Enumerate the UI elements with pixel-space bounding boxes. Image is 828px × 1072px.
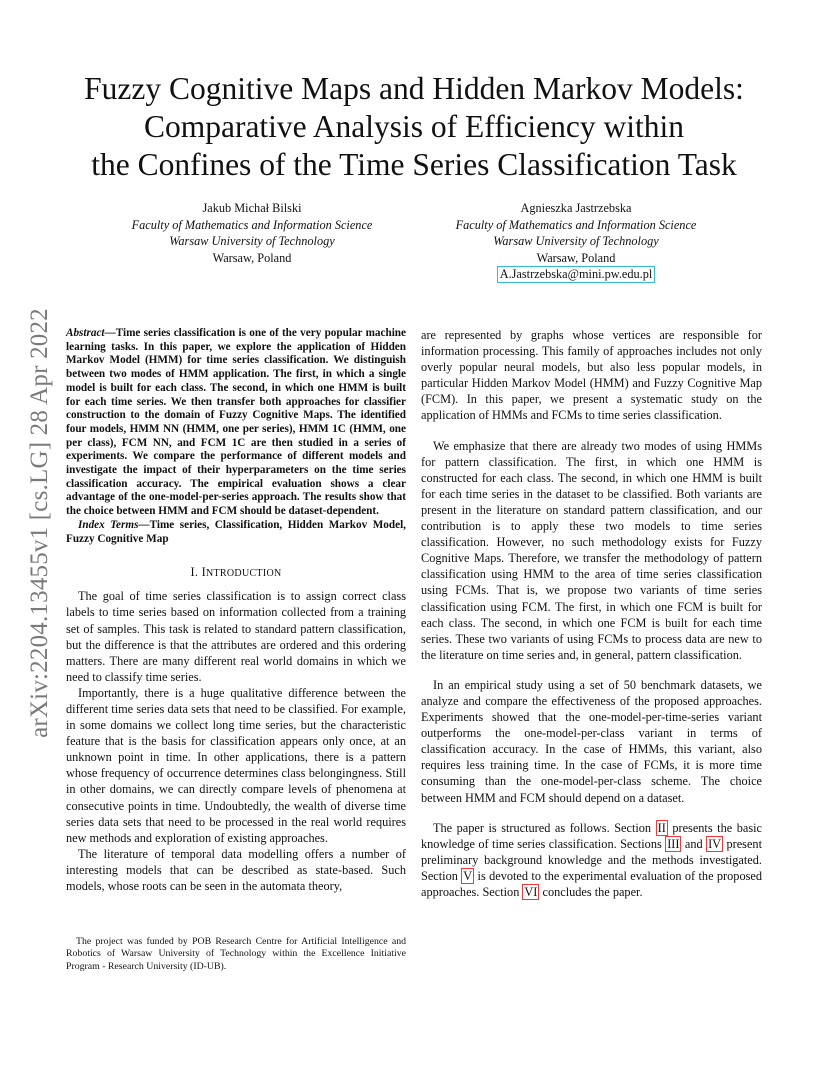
right-column bbox=[421, 327, 762, 914]
author-city: Warsaw, Poland bbox=[536, 250, 616, 265]
right-paragraph-3: In an empirical study using a set of 50 benchmark datasets, we analyze and compare the effectiveness of the proposed approaches. Experiments showed that the one-model-per-time-series variant outperforms the one-model-per-class variant in terms of classification accuracy. In the case of HMMs, this variant, also requires less training time. In the case of FCMs, it is more time consuming than the one-model-per-class scheme. The choice between HMM and FCM should depend on a dataset. bbox=[421, 677, 762, 805]
author-university: Warsaw University of Technology bbox=[169, 234, 335, 248]
arxiv-identifier bbox=[22, 288, 58, 758]
abstract-label: Abstract bbox=[66, 327, 105, 339]
structure-text-6: concludes the paper. bbox=[539, 885, 643, 899]
abstract-text: —Time series classification is one of the very popular machine learning tasks. In this paper, we explore the application of Hidden Markov Model (HMM) for time series classification. We distinguish between two modes of HMM application. The first, in which a single model is built for each class. The second, in which one HMM is built for each time series. We then transfer both approaches for classifier construction to the domain of Fuzzy Cognitive Maps. The identified four models, HMM NN (HMM, one per series), HMM 1C (HMM, one per class), FCM NN, and FCM 1C are then studied in a series of experiments. We compare the performance of different models and investigate the impact of their hyperparameters on the time series classification accuracy. The empirical evaluation shows a clear advantage of the one-model-per-series approach. The results show that the choice between HMM and FCM should be dataset-dependent. bbox=[66, 327, 406, 518]
section-title: NTRODUCTION bbox=[206, 568, 282, 580]
structure-text-2: presents the basic knowledge of time series classification. Sections bbox=[421, 820, 762, 851]
author-email-link[interactable]: A.Jastrzebska@mini.pw.edu.pl bbox=[497, 266, 656, 283]
section-heading-introduction bbox=[66, 564, 406, 582]
author-name: Jakub Michał Bilski bbox=[202, 201, 302, 215]
section-ref-5[interactable]: V bbox=[463, 868, 473, 883]
section-ref-6[interactable]: VI bbox=[524, 885, 538, 899]
right-paragraph-1: are represented by graphs whose vertices are responsible for information processing. This family of approaches includes not only overly popular neural models, but also less popular models, in particular Hidden Markov Model (HMM) and Fuzzy Cognitive Map (FCM). In this paper, we present a systematic study on the application of HMMs and FCMs to time series classification. bbox=[421, 328, 762, 423]
abstract bbox=[66, 327, 406, 519]
structure-paragraph bbox=[421, 820, 762, 900]
author-city: Warsaw, Poland bbox=[212, 250, 292, 265]
arxiv-identifier-text: arXiv:2204.13455v1 [cs.LG] 28 Apr 2022 bbox=[26, 308, 53, 738]
paper-title bbox=[40, 70, 788, 184]
index-terms-label: Index Terms bbox=[78, 518, 139, 531]
index-terms-text: —Time series, Classification, Hidden Markov Model, Fuzzy Cognitive Map bbox=[66, 518, 406, 545]
title-line-1: Fuzzy Cognitive Maps and Hidden Markov Models: bbox=[84, 71, 744, 106]
author-block bbox=[90, 200, 738, 283]
author-faculty: Faculty of Mathematics and Information Science bbox=[455, 217, 697, 232]
intro-paragraph-2: Importantly, there is a huge qualitative difference between the different time series data sets that need to be classified. For example, in some domains we collect long time series, but the characteristic feature that is the basis for classification appears only once, at an unknown point in time. In other applications, there is a pattern whose frequency of occurrence determines class belongingness. Still in other domains, we can directly compare levels of phenomena at consecutive points in time. Undoubtedly, the wealth of diverse time series data sets that need to be processed in the real world requires new methods and exploration of existing approaches. bbox=[66, 685, 406, 845]
left-column bbox=[66, 327, 406, 894]
author-faculty: Faculty of Mathematics and Information Science bbox=[131, 217, 373, 232]
section-ref-3[interactable]: III bbox=[667, 836, 680, 851]
author-2 bbox=[414, 200, 738, 283]
structure-text-5: is devoted to the experimental evaluation of the proposed approaches. Section bbox=[421, 868, 762, 899]
right-paragraph-2: We emphasize that there are already two modes of using HMMs for pattern classification. The first, in which one HMM is constructed for each class. The second, in which one HMM is built for each time series in the dataset to be classified. Both variants are present in the literature on standard pattern classification, and our contribution is to apply these two models to time series classification. However, no such methodology exists for Fuzzy Cognitive Maps. Therefore, we transfer the methodology of pattern classification using HMM to the area of time series classification using FCMs. That is, we propose two variants of time series classification using FCM. The first, in which one FCM is built for each class. The second, in which one FCM is built for each time series. These two variants of using FCMs to process data are new to the literature on time series and, in general, pattern classification. bbox=[421, 438, 762, 662]
intro-paragraph-3: The literature of temporal data modelling offers a number of interesting models that can be described as state-based. Such models, whose roots can be seen in the automata theory, bbox=[66, 846, 406, 894]
title-line-3: the Confines of the Time Series Classification Task bbox=[91, 147, 737, 182]
funding-footnote: The project was funded by POB Research Centre for Artificial Intelligence and Robotics of Warsaw University of Technology within the Excellence Initiative Program - Research University (ID-UB). bbox=[66, 936, 406, 972]
structure-text-4: present preliminary background knowledge and the methods investigated. Section bbox=[421, 836, 762, 883]
author-1 bbox=[90, 200, 414, 283]
section-ref-4[interactable]: IV bbox=[708, 836, 722, 851]
structure-text-1: The paper is structured as follows. Section bbox=[433, 820, 656, 835]
author-name: Agnieszka Jastrzebska bbox=[520, 201, 632, 215]
title-line-2: Comparative Analysis of Efficiency within bbox=[143, 109, 685, 144]
section-number: I. I bbox=[190, 565, 206, 580]
author-university: Warsaw University of Technology bbox=[493, 234, 659, 248]
section-ref-2[interactable]: II bbox=[657, 820, 666, 835]
intro-paragraph-1: The goal of time series classification is to assign correct class labels to time series based on information collected from a training set of samples. This task is related to standard pattern classification, but the difference is that the attributes are ordered and this ordering matters. There are many different real world domains in which we need to classify time series. bbox=[66, 589, 406, 684]
index-terms bbox=[66, 519, 406, 546]
structure-text-3: and bbox=[681, 836, 707, 851]
